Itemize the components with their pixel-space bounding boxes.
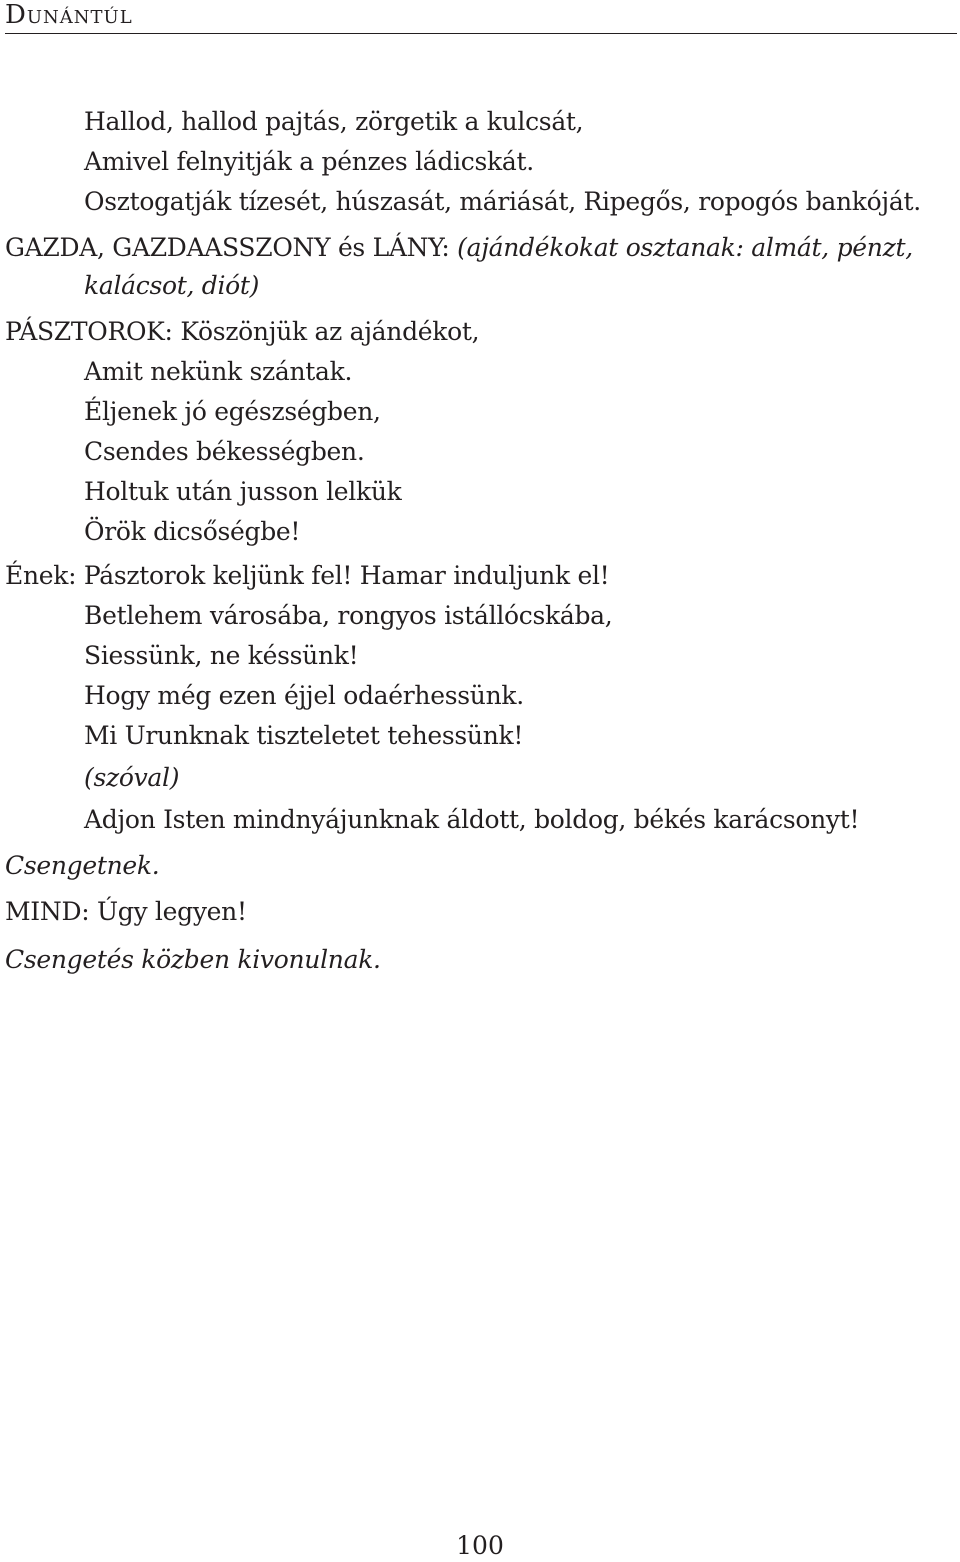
- speaker-line: [5, 232, 913, 264]
- verse-line: Éljenek jó egészségben,: [84, 397, 381, 426]
- verse-line: Siessünk, ne késsünk!: [84, 641, 359, 670]
- verse-line: Hallod, hallod pajtás, zörgetik a kulcsát,: [84, 107, 584, 136]
- verse-line: Adjon Isten mindnyájunknak áldott, boldog, békés karácsonyt!: [84, 805, 860, 834]
- speech-text: Úgy legyen!: [96, 897, 247, 926]
- header-rule: [5, 33, 957, 34]
- verse-line: Csendes békességben.: [84, 437, 365, 466]
- speaker-name: GAZDA, GAZDAASSZONY és LÁNY:: [5, 233, 450, 262]
- verse-line: Betlehem városába, rongyos istállócskába,: [84, 601, 613, 630]
- verse-line: Osztogatják tízesét, húszasát, máriását, Ripegős, ropogós bankóját.: [84, 187, 921, 216]
- verse-line: Holtuk után jusson lelkük: [84, 477, 402, 506]
- verse-line: Örök dicsőségbe!: [84, 517, 301, 546]
- speaker-name: PÁSZTOROK:: [5, 317, 173, 346]
- speaker-name: MIND:: [5, 897, 90, 926]
- stage-direction-continued: kalácsot, diót): [84, 271, 260, 300]
- song-label: Ének:: [5, 561, 77, 590]
- speech-text: Köszönjük az ajándékot,: [180, 317, 480, 346]
- stage-direction: Csengetés közben kivonulnak.: [5, 945, 381, 974]
- speaker-line: [5, 316, 479, 348]
- song-text: Pásztorok keljünk fel! Hamar induljunk el!: [83, 561, 610, 590]
- verse-line: Amit nekünk szántak.: [84, 357, 353, 386]
- stage-direction: Csengetnek.: [5, 851, 160, 880]
- verse-line: Amivel felnyitják a pénzes ládicskát.: [84, 147, 534, 176]
- verse-line: Hogy még ezen éjjel odaérhessünk.: [84, 681, 524, 710]
- verse-line: Mi Urunknak tiszteletet tehessünk!: [84, 721, 524, 750]
- song-line: [5, 560, 609, 592]
- stage-direction: (ajándékokat osztanak: almát, pénzt,: [457, 233, 913, 262]
- stage-direction: (szóval): [84, 763, 180, 792]
- page-number: 100: [456, 1531, 504, 1560]
- running-header: Dunántúl: [5, 0, 133, 30]
- speaker-line: [5, 896, 247, 928]
